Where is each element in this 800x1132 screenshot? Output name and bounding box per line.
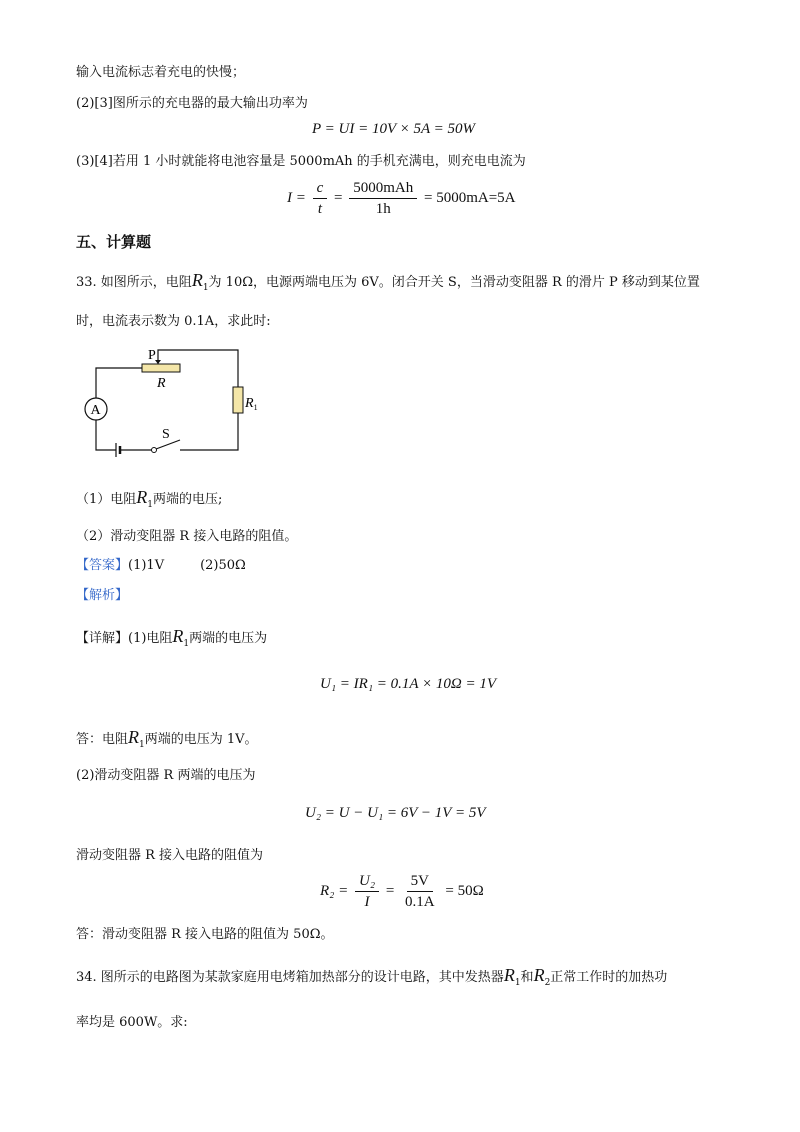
question-34: 34. 图所示的电路图为某款家庭用电烤箱加热部分的设计电路，其中发热器$R_1$和$R_2$正常工作时的加热功 (76, 965, 668, 988)
text-line: (3)[4]若用 1 小时就能将电池容量是 5000mAh 的手机充满电，则充电电流为 (76, 154, 526, 169)
rheostat-label: R (157, 376, 166, 391)
slider-arrow-icon (155, 360, 161, 364)
detail-line: 【详解】(1)电阻$R_1$两端的电压为 (76, 626, 268, 649)
text-line: (2)滑动变阻器 R 两端的电压为 (76, 768, 256, 783)
answer-1-line: 答：电阻$R_1$两端的电压为 1V。 (76, 727, 258, 750)
text-line: (2)[3]图所示的充电器的最大输出功率为 (76, 96, 308, 111)
answer-2-line: 答：滑动变阻器 R 接入电路的阻值为 50Ω。 (76, 927, 334, 942)
question-33: 33. 如图所示，电阻$R_1$为 10Ω，电源两端电压为 6V。闭合开关 S，当滑动变阻器 R 的滑片 P 移动到某位置 (76, 270, 700, 293)
switch-icon (152, 448, 157, 453)
equation-u2: U₂ = U − U₁ = 6V − 1V = 5V (305, 805, 486, 821)
text-line: 率均是 600W。求: (76, 1015, 188, 1030)
equation-r2: R₂ = $\frac{\text{U₂}}{I}$ = $\frac{5V}{0.1A}$ = 50Ω (320, 873, 484, 910)
sub-question-2: （2）滑动变阻器 R 接入电路的阻值。 (76, 529, 298, 544)
equation-current: I = $\frac{c}{t}$ = $\frac{\text{5000mAh}}{1h}$ = 5000mA=5A (287, 180, 516, 217)
resistor-label: $R_1$ (245, 396, 258, 412)
ammeter-label: A (90, 403, 101, 418)
analysis-tag: 【解析】 (76, 588, 129, 603)
slider-label: P (148, 348, 156, 363)
equation-u1: U₁ = IR₁ = 0.1A × 10Ω = 1V (320, 676, 497, 692)
rheostat-body (142, 364, 180, 372)
equation-power: P = UI = 10V × 5A = 50W (312, 121, 475, 137)
section-heading: 五、计算题 (76, 233, 152, 251)
switch-label: S (162, 427, 170, 442)
sub-question-1: （1）电阻$R_1$两端的电压; (76, 487, 223, 510)
text-line: 时，电流表示数为 0.1A，求此时: (76, 314, 271, 329)
resistor-r1 (233, 387, 243, 413)
text-line: 输入电流标志着充电的快慢； (76, 65, 246, 80)
text-line: 滑动变阻器 R 接入电路的阻值为 (76, 848, 264, 863)
answer-tag: 【答案】 (76, 558, 129, 573)
answer-line: 【答案】(1)1V (2)50Ω (76, 558, 246, 573)
circuit-diagram (80, 345, 280, 460)
